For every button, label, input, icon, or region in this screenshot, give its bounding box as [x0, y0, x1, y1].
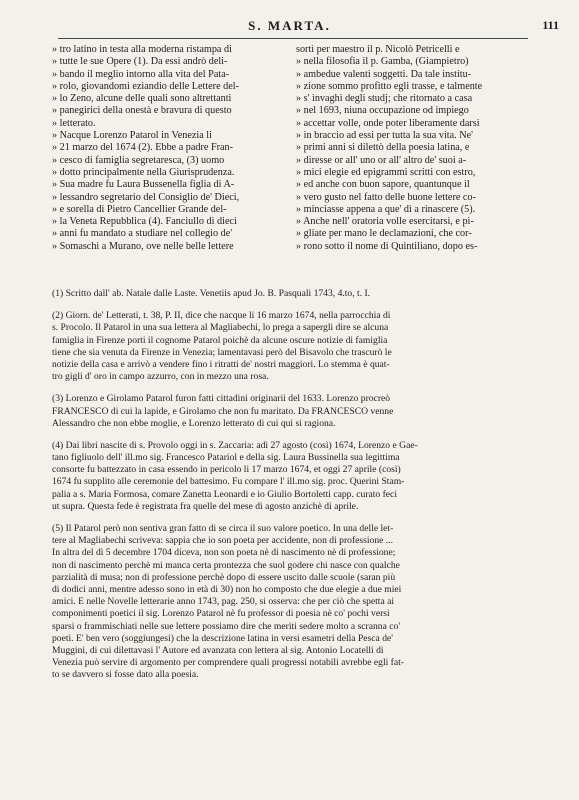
- text-line: » in braccio ad essi per tutta la sua vita. Ne': [296, 130, 473, 142]
- text-line: » tro latino in testa alla moderna ristampa di: [52, 44, 232, 55]
- footnote-line: Alessandro che non ebbe moglie, e Lorenzo letterato di cui qui si ragiona.: [52, 417, 336, 429]
- footnote: [52, 288, 538, 300]
- footnote-line: 1674 fu supplito alle ceremonie del battesimo. Fu compare l' ill.mo sig. proc. Querini Stam-: [52, 476, 405, 488]
- text-line: » Anche nell' oratoria volle esercitarsi, e pi-: [296, 216, 474, 228]
- text-line: » gliate per mano le declamazioni, che cor-: [296, 228, 472, 240]
- text-line: » dotto principalmente nella Giurisprudenza.: [52, 166, 235, 178]
- footnote-line: s. Procolo. Il Patarol in una sua lettera al Magliabechi, lo prega a sapergli dire se alcuna: [52, 322, 389, 334]
- footnote: [52, 523, 538, 681]
- footnote: [52, 310, 538, 383]
- footnote-line: FRANCESCO di cui la lapide, e Girolamo che non fu maritato. Da FRANCESCO venne: [52, 405, 394, 417]
- text-line: » zione sommo profitto egli trasse, e talmente: [296, 80, 483, 92]
- text-line: » mici elegie ed epigrammi scritti con estro,: [296, 166, 476, 178]
- text-line: » tutte le sue Opere (1). Da essi andrò deli-: [52, 56, 228, 68]
- text-line: » la Veneta Repubblica (4). Fanciullo di dieci: [52, 216, 237, 228]
- text-line: » lo Zeno, alcune delle quali sono altrettanti: [52, 93, 232, 105]
- footnote-line: Venezia può servire di argomento per comprendere quali progressi notabili avrebbe egli fat-: [52, 657, 404, 669]
- text-line: » primi anni si dilettò della poesia latina, e: [296, 142, 470, 154]
- footnote-line: componimenti poetici il sig. Lorenzo Patarol nè fu professor di poesia nè co' pochi versi: [52, 608, 390, 620]
- text-line: » 21 marzo del 1674 (2). Ebbe a padre Fran-: [52, 142, 234, 154]
- footnote-line: non di nascimento perchè mi manca certa prontezza che suol godere chi nasce con qualche: [52, 559, 400, 571]
- footnote-line: amici. E nelle Novelle letterarie anno 1743, pag. 250, si osserva: che per ciò che spetta ai: [52, 596, 395, 608]
- text-line: » panegirici della onestà e bravura di questo: [52, 105, 232, 117]
- footnote-line: tere al Magliabechi scriveva: sappia che io son poeta per accidente, non di professione ...: [52, 535, 393, 547]
- footnote: [52, 440, 538, 513]
- footnote-line: notizie della casa e arrivò a vendere fino i ritratti de' nostri maggiori. Lo stemma è quat-: [52, 358, 390, 370]
- footnotes: [52, 288, 538, 691]
- text-line: » anni fu mandato a studiare nel collegio de': [52, 228, 233, 240]
- text-line: » Sua madre fu Laura Bussenella figlia di A-: [52, 179, 235, 191]
- footnote-line: (1) Scritto dall' ab. Natale dalle Laste. Venetiis apud Jo. B. Pasquali 1743, 4.to, t. I.: [52, 288, 371, 299]
- text-line: » e sorella di Pietro Cancellier Grande del-: [52, 203, 227, 215]
- footnote-line: sparsi o frammischiati nelle sue lettere possiamo dire che meriti sedere molto a scranna co': [52, 620, 401, 632]
- footnote-line: parzialità di musa; non di professione perchè dopo di essere uscito dalle scuole (saran più: [52, 571, 396, 583]
- running-header: [0, 18, 579, 38]
- footnote-line: ut supra. Questa fede è registrata fra quelle del mese di agosto anzichè di aprile.: [52, 500, 359, 512]
- footnote-line: famiglia in Firenze porti il cognome Patarol poichè da alcune oscure notizie di famiglia: [52, 334, 388, 346]
- text-line: » rono sotto il nome di Quintiliano, dopo es-: [296, 240, 478, 252]
- text-line: » vero gusto nel fatto delle buone lettere co-: [296, 191, 476, 203]
- text-line: » ed anche con buon sapore, quantunque il: [296, 179, 470, 191]
- text-line: » Somaschi a Murano, ove nelle belle lettere: [52, 240, 234, 252]
- footnote-line: In altra del dì 5 decembre 1704 diceva, non son poeta nè di nascimento nè di professione;: [52, 547, 396, 559]
- footnote-line: palia a s. Maria Formosa, comare Zanetta Leonardi e io Giulio Bortoletti capp. curato feci: [52, 488, 397, 500]
- text-line: » lessandro segretario del Consiglio de' Dieci,: [52, 191, 240, 203]
- footnote-line: to se davvero si fosse dato alla poesia.: [52, 669, 199, 681]
- text-line: » cesco di famiglia segretaresca, (3) uomo: [52, 154, 225, 166]
- text-line: » bando il meglio intorno alla vita del Pata-: [52, 68, 230, 80]
- right-column: [296, 44, 532, 253]
- footnote-line: tiene che sia venuta da Firenze in Venezia; lamentavasi però del Bisavolo che trascurò le: [52, 346, 392, 358]
- footnote-line: poeti. E' ben vero (soggiungesi) che la descrizione latina in versi esametri della Pesca de': [52, 632, 393, 644]
- footnote-line: (3) Lorenzo e Girolamo Patarol furon fatti cittadini originarii del 1633. Lorenzo procreò: [52, 393, 391, 405]
- main-text: [52, 44, 534, 284]
- text-line: » accettar volle, onde poter liberamente darsi: [296, 117, 480, 129]
- footnote: [52, 393, 538, 430]
- text-line: » rolo, giovandomi eziandio delle Lettere del-: [52, 80, 239, 92]
- page-number: 111: [542, 18, 559, 32]
- text-line: » Nacque Lorenzo Patarol in Venezia li: [52, 130, 212, 142]
- footnote-line: consorte fu battezzato in casa essendo in pericolo li 17 marzo 1674, et oggi 27 aprile (così): [52, 464, 401, 476]
- text-line: » nella filosofia il p. Gamba, (Giampietro): [296, 56, 469, 68]
- header-rule: [58, 38, 528, 39]
- text-line: » letterato.: [52, 117, 96, 129]
- text-line: » diresse or all' uno or all' altro de' suoi a-: [296, 154, 467, 166]
- text-line: sortì per maestro il p. Nicolò Petricelli e: [296, 44, 460, 55]
- footnote-line: Muggini, di cui dilettavasi l' Autore ed avanzata con lettera al sig. Antonio Locatelli di: [52, 644, 384, 656]
- page-title: S. MARTA.: [248, 18, 331, 33]
- footnote-line: (4) Dai libri nascite di s. Provolo oggi in s. Zaccaria: adì 27 agosto (così) 1674, Lorenzo e Gae-: [52, 439, 418, 451]
- text-line: » minciasse appena a que' dì a rinascere (5).: [296, 203, 476, 215]
- left-column: [52, 44, 288, 253]
- footnote-line: tano figliuolo dell' ill.mo sig. Francesco Patariol e della sig. Laura Bussinella sua legittima: [52, 452, 400, 464]
- text-line: » ambedue valenti soggetti. Da tale institu-: [296, 68, 472, 80]
- footnote-line: di dodici anni, mentre adesso sono in età di 30) non ho composto che due elegie a due miei: [52, 583, 402, 595]
- footnote-line: (5) Il Patarol però non sentiva gran fatto di se circa il suo valore poetico. In una delle let-: [52, 523, 394, 534]
- footnote-line: (2) Giorn. de' Letterati, t. 38, P. II, dice che nacque li 16 marzo 1674, nella parrocchia di: [52, 310, 391, 322]
- text-line: » s' invaghì degli studj; che ritornato a casa: [296, 93, 473, 105]
- footnote-line: tro gigli d' oro in campo azzurro, con in mezzo una rosa.: [52, 371, 269, 383]
- text-line: » nel 1693, niuna occupazione od impiego: [296, 105, 469, 117]
